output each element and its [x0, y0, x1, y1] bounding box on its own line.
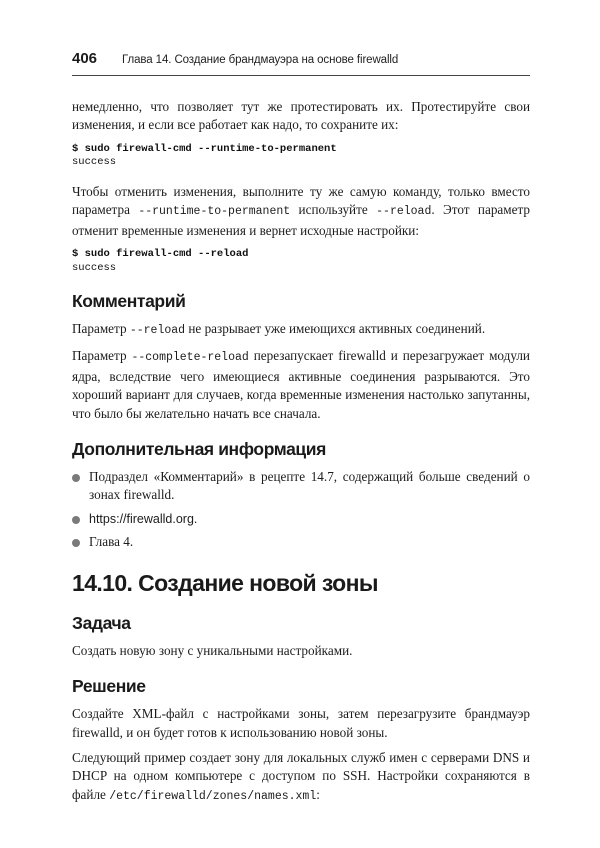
task-paragraph: Создать новую зону с уникальными настройками. [72, 642, 353, 658]
list-item [72, 533, 530, 551]
solution-heading: Решение [72, 676, 146, 697]
list-item[interactable] [72, 510, 530, 528]
solution-paragraph-1: Создайте XML-файл с настройками зоны, затем перезагрузите брандмауэр firewalld, и он будет готов к использованию новой зоны. [72, 706, 530, 740]
text-run: используйте [290, 202, 377, 218]
bullet-icon [72, 539, 80, 547]
text-run: Следующий пример создает зону для локальных служб имен с серверами DNS и DHCP на одном компьютере с доступом по SSH. Настройки сохраняются в файле [72, 749, 530, 802]
more-info-list [72, 468, 530, 552]
list-item [72, 468, 530, 505]
text-run: не разрывает уже имеющихся активных соединений. [185, 321, 486, 337]
solution-paragraph-2 [72, 749, 530, 806]
text-run: Параметр [72, 348, 132, 364]
bullet-icon [72, 474, 80, 482]
inline-code: --reload [129, 324, 186, 338]
inline-code: --reload [376, 205, 432, 219]
text-run: Чтобы отменить изменения, выполните ту же самую команду, только вместо параметра [72, 183, 530, 218]
running-chapter-title: Глава 14. Создание брандмауэра на основе firewalld [122, 54, 399, 66]
header-rule [72, 75, 530, 76]
comment-paragraph-1 [72, 320, 530, 340]
task-heading: Задача [72, 612, 131, 633]
comment-heading: Комментарий [72, 291, 186, 312]
code-command: $ sudo firewall-cmd --reload [72, 248, 249, 261]
inline-code: /etc/firewalld/zones/names.xml [109, 789, 317, 803]
code-block-reload [72, 248, 530, 275]
intro-paragraph: немедленно, что позволяет тут же протестировать их. Протестируйте свои изменения, и если все работает как надо, то сохраните их: [72, 99, 530, 133]
text-run: : [316, 786, 320, 802]
more-info-heading: Дополнительная информация [72, 439, 326, 460]
inline-code: --runtime-to-permanent [138, 205, 291, 219]
page-header [72, 50, 530, 67]
bullet-icon [72, 516, 80, 524]
firewalld-link[interactable]: https://firewalld.org. [89, 511, 198, 526]
code-command: $ sudo firewall-cmd --runtime-to-permanent [72, 142, 337, 155]
text-run: перезапускает firewalld и перезагружает модули ядра, вследствие чего имеющиеся активные соединения разрываются. Это хороший вариант для случаев, когда временные изменения настолько запутанны, что было бы желательно начать все сначала. [72, 348, 530, 421]
code-block-runtime-to-permanent [72, 143, 530, 170]
list-item-text: Глава 4. [89, 534, 134, 550]
inline-code: --complete-reload [131, 351, 249, 365]
code-output: success [72, 261, 117, 274]
code-output: success [72, 156, 117, 169]
list-item-text: Подраздел «Комментарий» в рецепте 14.7, содержащий больше сведений о зонах firewalld. [89, 469, 530, 503]
section-title: 14.10. Создание новой зоны [72, 569, 378, 596]
comment-paragraph-2 [72, 347, 530, 423]
text-run: Параметр [72, 321, 130, 337]
page-content [72, 98, 530, 813]
page-number: 406 [72, 50, 98, 67]
text-run: . Этот параметр отменит временные изменения и вернет исходные настройки: [72, 202, 530, 238]
reload-explanation-paragraph [72, 183, 530, 240]
